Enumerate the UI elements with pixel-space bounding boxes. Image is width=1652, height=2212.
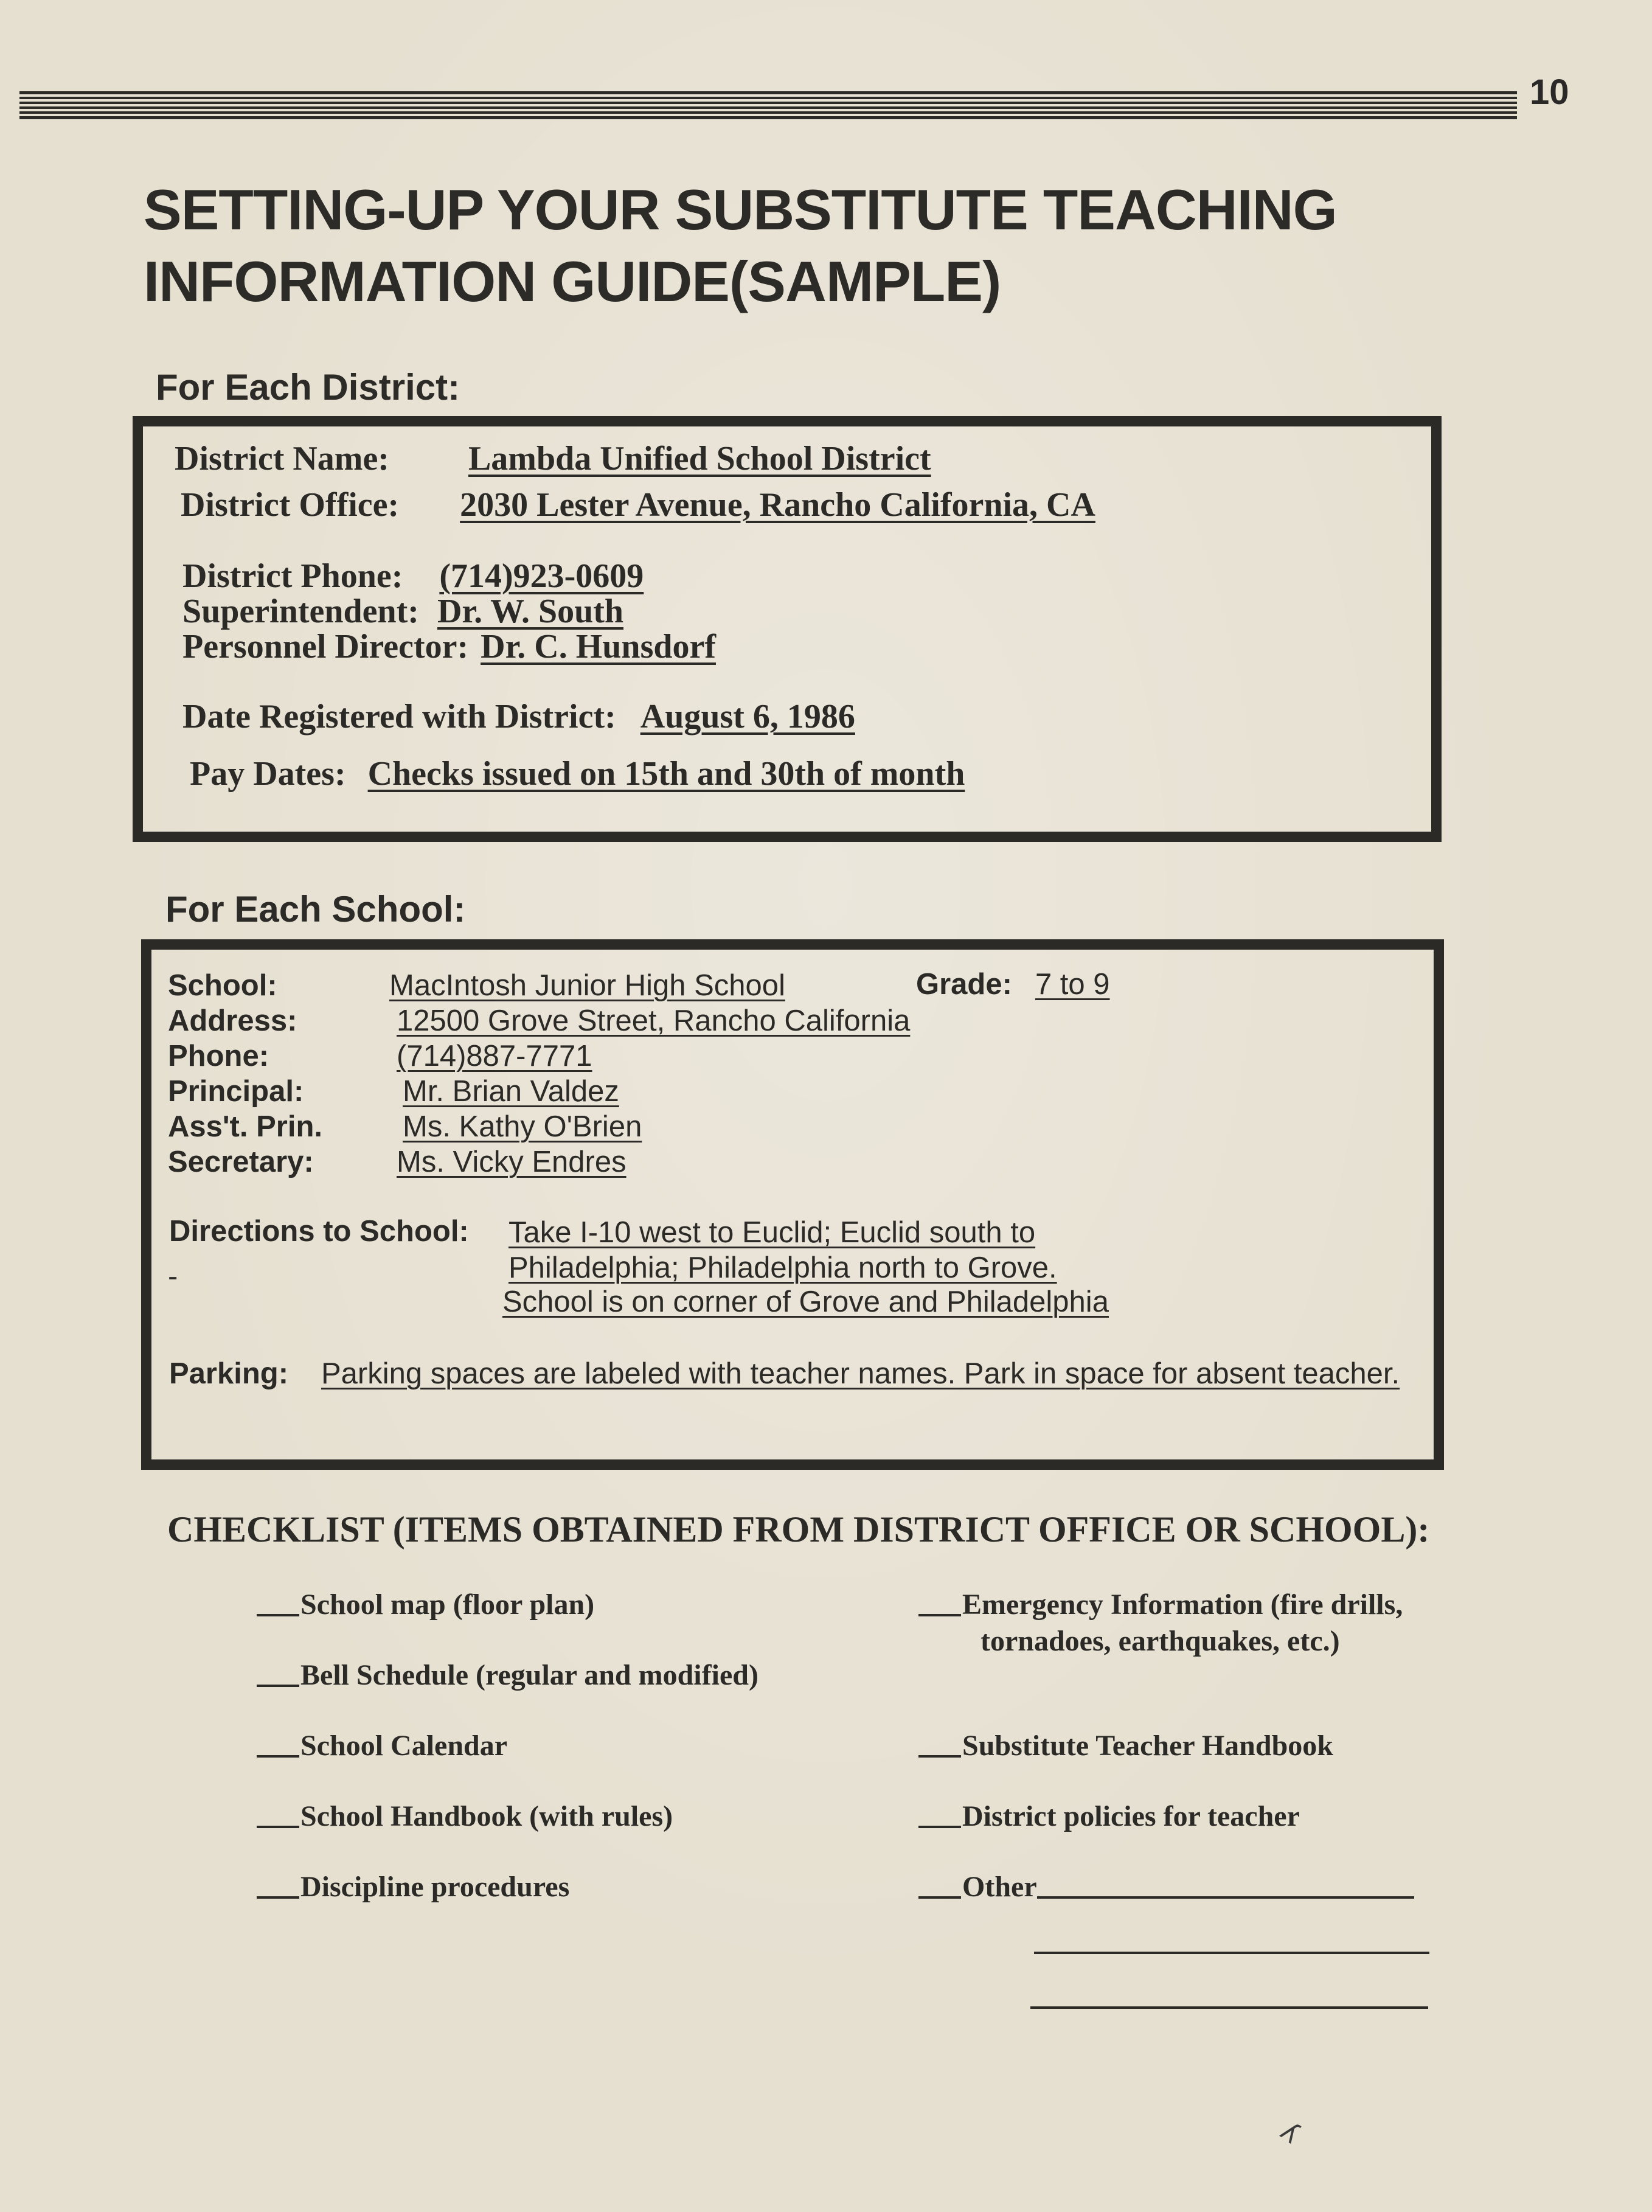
school-heading: For Each School: — [165, 889, 466, 930]
address-value: 12500 Grove Street, Rancho California — [397, 1004, 911, 1037]
date-registered-value: August 6, 1986 — [640, 698, 855, 736]
asst-principal-label: Ass't. Prin. — [168, 1110, 322, 1143]
pay-dates-field — [190, 754, 965, 793]
date-registered-field — [182, 697, 855, 736]
district-office-label: District Office: — [181, 486, 400, 524]
asst-principal-field — [168, 1110, 322, 1144]
superintendent-field — [182, 594, 623, 629]
grade-field — [916, 967, 1115, 1001]
checkbox-blank[interactable] — [918, 1755, 961, 1758]
checklist-item-label: Bell Schedule (regular and modified) — [300, 1659, 758, 1691]
grade-label: Grade: — [916, 968, 1012, 1001]
principal-label: Principal: — [168, 1075, 304, 1108]
other-fill-line-3[interactable] — [1030, 2006, 1428, 2009]
school-name-field — [168, 969, 277, 1003]
checklist-item-discipline — [257, 1870, 569, 1904]
directions-field — [169, 1214, 469, 1248]
other-fill-line-2[interactable] — [1034, 1952, 1429, 1954]
school-name-value-wrap — [389, 969, 785, 1003]
grade-value: 7 to 9 — [1035, 968, 1110, 1001]
school-name-label: School: — [168, 969, 277, 1002]
checkbox-blank[interactable] — [257, 1755, 299, 1758]
checkbox-blank[interactable] — [257, 1613, 299, 1616]
checklist-item-bell-schedule — [257, 1658, 758, 1692]
checklist-item-school-map — [257, 1588, 594, 1621]
district-name-field — [175, 439, 943, 478]
district-office-value: 2030 Lester Avenue, Rancho California, CA — [460, 486, 1095, 524]
district-office-field — [181, 485, 1095, 524]
district-name-value: Lambda Unified School District — [468, 440, 931, 478]
phone-value: (714)887-7771 — [397, 1040, 592, 1073]
page-title — [144, 174, 1360, 318]
superintendent-label: Superintendent: — [182, 593, 419, 630]
address-field — [168, 1004, 297, 1038]
checklist-item-label: Discipline procedures — [300, 1871, 570, 1903]
asst-principal-value-wrap — [403, 1110, 642, 1144]
checkbox-blank[interactable] — [918, 1613, 961, 1616]
checklist-item-school-calendar — [257, 1729, 507, 1762]
principal-value: Mr. Brian Valdez — [403, 1075, 619, 1108]
checklist-item-label: Substitute Teacher Handbook — [962, 1730, 1333, 1762]
checkbox-blank[interactable] — [257, 1684, 299, 1687]
principal-value-wrap — [403, 1074, 619, 1108]
other-fill-line[interactable] — [1037, 1896, 1414, 1899]
directions-line-2: Philadelphia; Philadelphia north to Grove. — [508, 1251, 1057, 1284]
secretary-value: Ms. Vicky Endres — [397, 1146, 626, 1178]
secretary-value-wrap — [397, 1145, 626, 1179]
date-registered-label: Date Registered with District: — [182, 698, 616, 736]
directions-line-3-wrap — [502, 1285, 1109, 1319]
parking-value: Parking spaces are labeled with teacher names. Park in space for absent teacher. — [321, 1357, 1400, 1390]
principal-field — [168, 1074, 304, 1108]
checklist-heading: CHECKLIST (ITEMS OBTAINED FROM DISTRICT OFFICE OR SCHOOL): — [167, 1509, 1430, 1549]
checkbox-blank[interactable] — [918, 1825, 961, 1828]
checklist-item-emergency — [918, 1588, 1403, 1621]
checklist-item-label: School Calendar — [300, 1730, 508, 1762]
checklist-item-emergency-cont: tornadoes, earthquakes, etc.) — [980, 1625, 1340, 1657]
checklist-item-school-handbook — [257, 1800, 673, 1833]
checklist-item-label: Emergency Information (fire drills, — [962, 1588, 1403, 1621]
directions-dash: - — [168, 1260, 178, 1293]
district-phone-label: District Phone: — [182, 557, 403, 595]
checkbox-blank[interactable] — [257, 1896, 299, 1899]
directions-line-1: Take I-10 west to Euclid; Euclid south to — [508, 1216, 1036, 1249]
phone-value-wrap — [397, 1039, 592, 1073]
checklist-item-sub-handbook — [918, 1729, 1333, 1762]
phone-label: Phone: — [168, 1040, 269, 1073]
checklist-item-label: School map (floor plan) — [300, 1588, 595, 1621]
directions-line-1-wrap — [508, 1216, 1035, 1250]
pencil-mark: ʎ — [1274, 2115, 1306, 2150]
title-line-1: SETTING-UP YOUR SUBSTITUTE TEACHING — [144, 178, 1337, 242]
personnel-director-label: Personnel Director: — [182, 628, 469, 666]
secretary-field — [168, 1145, 314, 1179]
address-value-wrap — [397, 1004, 910, 1038]
checklist-item-label: District policies for teacher — [962, 1800, 1300, 1832]
school-name-value: MacIntosh Junior High School — [389, 969, 785, 1002]
directions-label: Directions to School: — [169, 1215, 469, 1248]
checklist-item-district-policies — [918, 1800, 1300, 1833]
checklist-item-other — [918, 1870, 1414, 1904]
address-label: Address: — [168, 1004, 297, 1037]
directions-line-3: School is on corner of Grove and Philadelphia — [502, 1285, 1109, 1318]
district-name-label: District Name: — [175, 440, 389, 478]
checklist-item-label: School Handbook (with rules) — [300, 1800, 673, 1832]
checklist-item-label: Other — [962, 1871, 1037, 1903]
secretary-label: Secretary: — [168, 1146, 314, 1178]
checkbox-blank[interactable] — [257, 1825, 299, 1828]
title-line-2: INFORMATION GUIDE(SAMPLE) — [144, 249, 1001, 313]
parking-label: Parking: — [169, 1357, 289, 1390]
page-number: 10 — [1530, 72, 1569, 112]
checkbox-blank[interactable] — [918, 1896, 961, 1899]
asst-principal-value: Ms. Kathy O'Brien — [403, 1110, 642, 1143]
personnel-director-value: Dr. C. Hunsdorf — [481, 628, 717, 666]
directions-line-2-wrap — [508, 1251, 1057, 1285]
parking-field — [169, 1357, 288, 1391]
district-phone-field — [182, 558, 644, 594]
personnel-director-field — [182, 629, 716, 664]
district-phone-value: (714)923-0609 — [439, 557, 644, 595]
parking-value-wrap — [321, 1357, 1400, 1391]
pay-dates-label: Pay Dates: — [190, 755, 346, 793]
superintendent-value: Dr. W. South — [437, 593, 624, 630]
district-heading: For Each District: — [156, 367, 460, 408]
phone-field — [168, 1039, 269, 1073]
pay-dates-value: Checks issued on 15th and 30th of month — [367, 755, 965, 793]
